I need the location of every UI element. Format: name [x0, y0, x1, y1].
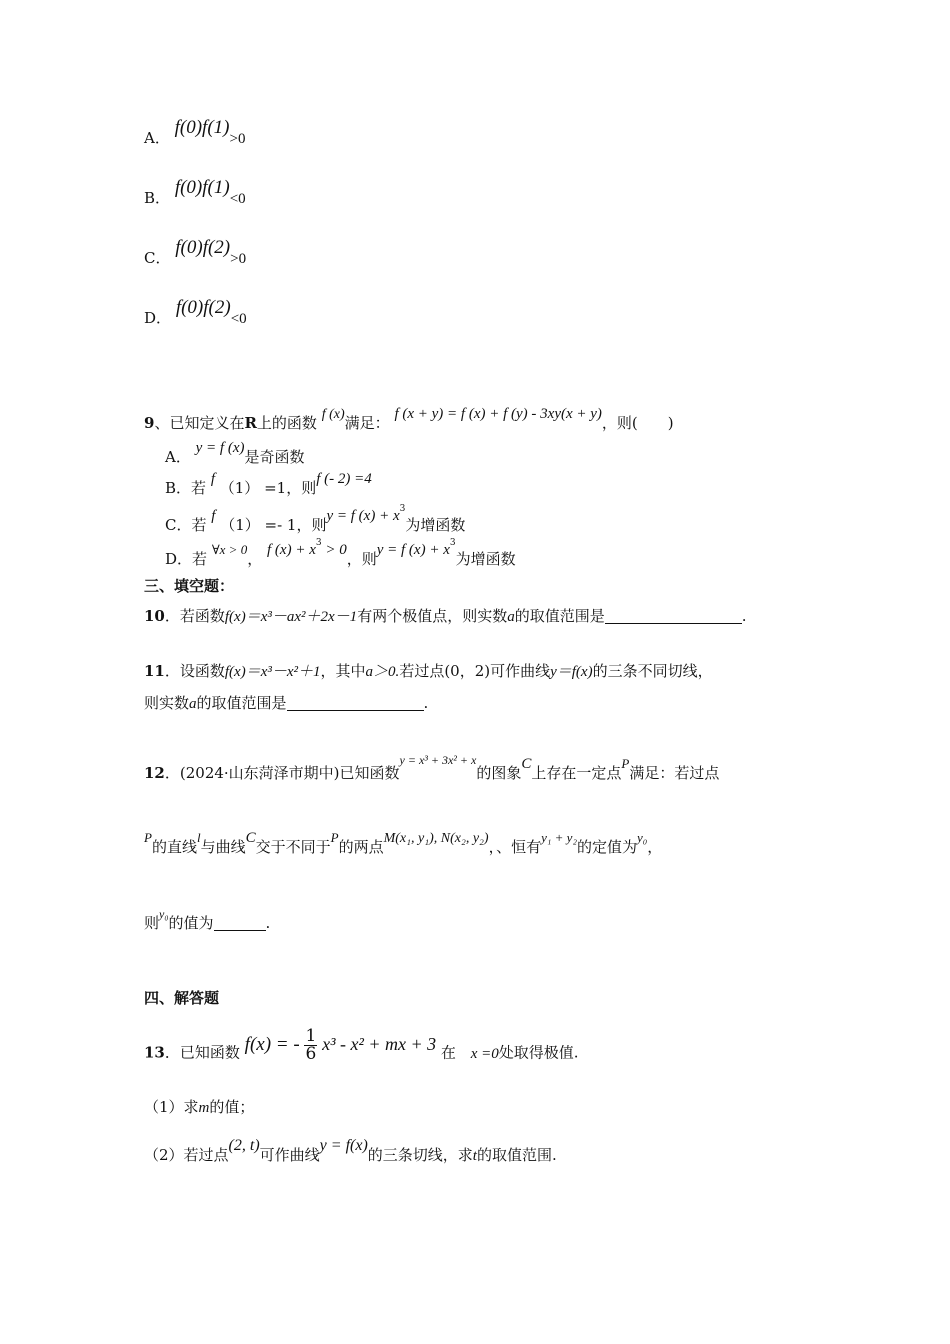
- q9-option-d: [165, 538, 516, 571]
- q9-option-c: [165, 504, 466, 537]
- q9-fx: f (x): [321, 407, 345, 422]
- q12-sum: y₁ + y₂: [541, 830, 577, 845]
- option-a-label: A．: [144, 129, 170, 147]
- q9-stem-text: 、已知定义在: [154, 414, 245, 432]
- q12-line1: [144, 753, 720, 785]
- option-a-expr: f(0)f(1): [174, 117, 230, 138]
- q12-number: 12: [144, 764, 165, 782]
- q12-points: M(x₁, y₁), N(x₂, y₂): [383, 831, 489, 846]
- option-b-label: B．: [144, 189, 171, 207]
- option-c: [144, 237, 247, 270]
- q12-function: y = x³ + 3x² + x: [399, 753, 477, 767]
- q13-stem-mid: 在: [440, 1043, 456, 1062]
- q10-text-post: 有两个极值点，则实数: [357, 607, 508, 625]
- q9-option-c-expr: y = f (x) + x: [326, 508, 400, 524]
- q12-line2-p: P: [144, 830, 152, 845]
- q12-stem-pre: ．(2024·山东菏泽市期中)已知函数: [164, 764, 400, 782]
- q9-option-d-text: 为增函数: [455, 550, 516, 568]
- section-fill-in: [144, 575, 234, 597]
- section-answer-title: 四、解答题: [144, 989, 220, 1007]
- option-a: [144, 117, 246, 150]
- q9-option-c-exp: 3: [399, 504, 406, 514]
- q11-text-pre: ．设函数: [164, 662, 225, 680]
- q12-line2-c: C: [245, 830, 256, 846]
- q13-part2-var: t: [472, 1148, 477, 1164]
- q10-function: f(x)＝x³－ax²＋2x－1: [224, 609, 358, 625]
- q11-text-post: 若过点(0，2)可作曲线: [399, 662, 551, 680]
- q11-line2-mid: 的取值范围是: [196, 694, 287, 712]
- q9-option-d-exp2: 3: [449, 538, 456, 548]
- q10-var: a: [507, 609, 515, 625]
- q9-equation: f (x + y) = f (x) + f (y) - 3xy(x + y): [394, 406, 602, 422]
- q13-part2-end: 的取值范围.: [476, 1146, 557, 1164]
- q9-option-a-label: A．: [165, 448, 191, 466]
- option-b-rel: <0: [229, 191, 246, 207]
- q13-part2-post: 的三条切线，求: [367, 1146, 473, 1164]
- q10: [144, 605, 747, 628]
- q9-option-b-label: B．若: [165, 479, 207, 497]
- q11-line2: [144, 692, 428, 715]
- q11-text-mid: ，其中: [320, 662, 366, 680]
- q9-option-a: [165, 440, 305, 469]
- q12-line2-e: ，、恒有: [488, 838, 542, 856]
- q9-stem-end: ，则( ): [601, 414, 674, 432]
- q11-condition: a＞0.: [365, 664, 400, 680]
- q12-stem-end: 满足：若过点: [629, 764, 720, 782]
- section-fill-in-title: 三、填空题：: [144, 577, 235, 595]
- q13-part1-end: 的值；: [209, 1098, 255, 1116]
- q11-answer-blank[interactable]: [287, 694, 424, 711]
- q13-part2-mid: 可作曲线: [259, 1146, 320, 1164]
- q13-func-lhs: f(x) = -: [244, 1033, 300, 1055]
- q9-option-b-mid: （1） =1，则: [219, 479, 317, 497]
- q9-stem-text2: 上的函数: [256, 414, 317, 432]
- q12-line3: [144, 907, 271, 935]
- q9-option-b: [165, 471, 372, 500]
- section-answer: [144, 987, 219, 1009]
- q13-stem-end: 处取得极值.: [498, 1043, 579, 1062]
- q9-option-b-f: f: [210, 471, 215, 487]
- q13-condition: x =0: [470, 1045, 499, 1062]
- q9-option-c-mid: （1） =- 1，则: [220, 516, 327, 534]
- q12-line2-text-c: 交于不同于: [255, 838, 331, 856]
- q11-number: 11: [144, 662, 165, 680]
- q10-answer-blank[interactable]: [605, 607, 742, 624]
- q11-text-end: 的三条不同切线，: [592, 662, 713, 680]
- q13-stem: [144, 1026, 579, 1071]
- q13-number: 13: [144, 1043, 165, 1062]
- option-b: [144, 177, 246, 210]
- q12-line3-a: 则: [144, 914, 160, 932]
- q11-curve: y＝f(x): [550, 664, 593, 680]
- q10-text-pre: ．若函数: [164, 607, 225, 625]
- q13-part2-pre: （2）若过点: [144, 1146, 229, 1164]
- q12-line3-y0: y₀: [159, 907, 169, 921]
- q11-period: .: [423, 694, 429, 712]
- option-c-label: C．: [144, 249, 171, 267]
- q13-part1-var: m: [198, 1100, 210, 1116]
- option-a-rel: >0: [229, 131, 246, 147]
- option-c-rel: >0: [230, 251, 247, 267]
- option-b-expr: f(0)f(1): [174, 177, 230, 198]
- option-c-expr: f(0)f(2): [175, 237, 231, 258]
- q12-line2-d: 的两点: [338, 838, 384, 856]
- q12-curve-c: C: [521, 756, 532, 772]
- option-d-rel: <0: [230, 311, 247, 327]
- q12-stem-mid2: 上存在一定点: [531, 764, 622, 782]
- q11-line2-pre: 则实数: [144, 694, 190, 712]
- q9-option-c-label: C．若: [165, 516, 207, 534]
- q9-number: 9: [144, 414, 155, 432]
- q13-part2-point: (2, t): [228, 1137, 260, 1154]
- q9-option-d-exp1: 3: [315, 538, 322, 548]
- q12-y0: y₀: [636, 830, 648, 845]
- q9-stem: [144, 406, 674, 436]
- q12-period: .: [265, 914, 271, 932]
- q9-option-a-expr: y = f (x): [195, 440, 245, 456]
- q9-option-d-sep1: ，: [247, 550, 263, 568]
- q12-stem-mid: 的图象: [476, 764, 522, 782]
- q9-option-d-cond: f (x) + x: [267, 542, 316, 558]
- option-d-expr: f(0)f(2): [175, 297, 231, 318]
- q13-func-rhs: x³ - x² + mx + 3: [322, 1033, 437, 1054]
- q13-fraction: [304, 1028, 317, 1063]
- q10-number: 10: [144, 607, 165, 625]
- q9-option-b-expr: f (- 2) =4: [316, 471, 372, 487]
- q13-part2-curve: y = f(x): [319, 1137, 368, 1154]
- q12-line2-a: 的直线: [151, 838, 197, 856]
- q11-var: a: [189, 696, 197, 712]
- option-d-label: D．: [144, 309, 172, 327]
- q12-line3-b: 的值为: [168, 914, 214, 932]
- q12-point-p: P: [621, 756, 630, 771]
- q9-satisfy: 满足：: [344, 414, 390, 432]
- q11-function: f(x)＝x³－x²＋1: [224, 664, 321, 680]
- q9-option-d-forall: ∀x > 0: [211, 542, 248, 557]
- q13-part1: [144, 1096, 254, 1119]
- q12-line-l: l: [196, 830, 201, 845]
- q9-option-d-label: D．若: [165, 550, 208, 568]
- q9-option-c-text: 为增函数: [405, 516, 466, 534]
- q12-line2-f: 的定值为: [576, 838, 637, 856]
- q13-part1-pre: （1）求: [144, 1098, 199, 1116]
- q12-line2-g: ，: [647, 838, 663, 856]
- q12-answer-blank[interactable]: [214, 914, 266, 931]
- q12-line2: [144, 830, 663, 860]
- q11-line1: [144, 660, 713, 683]
- q9-option-c-f: f: [211, 508, 216, 524]
- q9-option-d-cond-end: > 0: [321, 542, 347, 558]
- q9-option-d-expr: y = f (x) + x: [376, 542, 450, 558]
- q10-text-end: 的取值范围是: [514, 607, 605, 625]
- q12-line2-b: 与曲线: [200, 838, 246, 856]
- q10-period: .: [741, 607, 747, 625]
- option-d: [144, 297, 247, 330]
- q9-option-a-text: 是奇函数: [244, 448, 305, 466]
- q12-line2-p2: P: [330, 830, 339, 845]
- q9-option-d-sep2: ，则: [346, 550, 377, 568]
- q9-set-r: R: [244, 414, 257, 432]
- q13-frac-num: 1: [305, 1026, 317, 1046]
- q13-stem-pre: ．已知函数: [164, 1043, 240, 1062]
- q13-part2: [144, 1137, 557, 1167]
- q13-frac-den: 6: [305, 1044, 317, 1064]
